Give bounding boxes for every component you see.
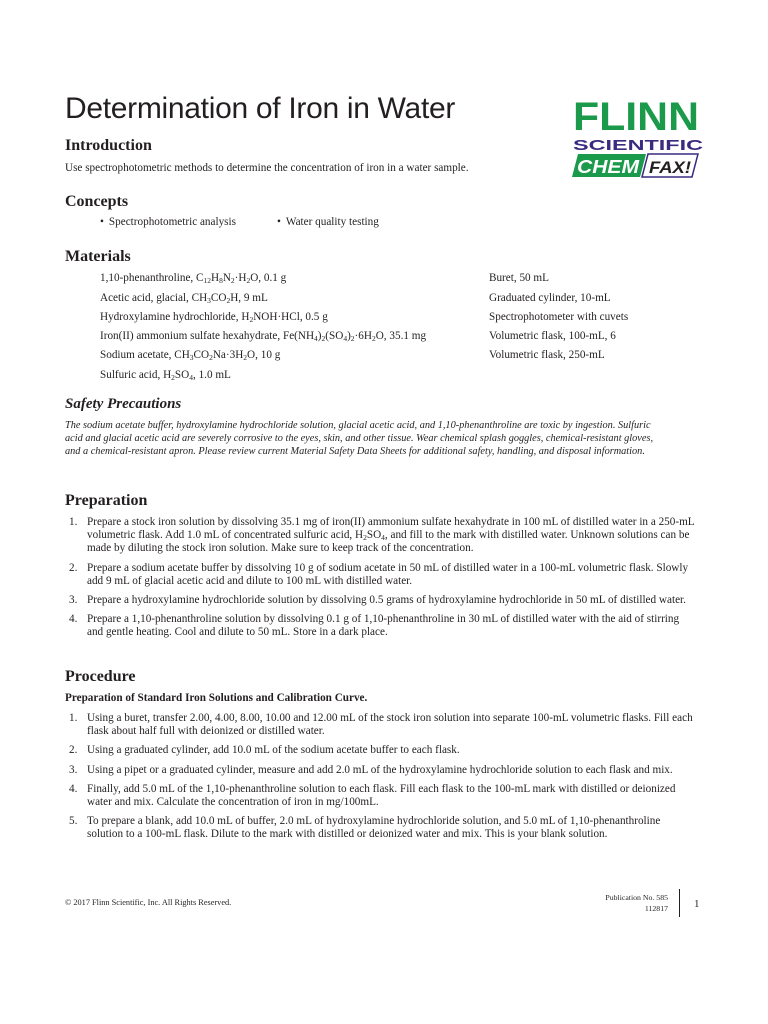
procedure-subheading: Preparation of Standard Iron Solutions and Calibration Curve. <box>65 692 368 704</box>
list-item <box>65 712 697 738</box>
step-text: Using a pipet or a graduated cylinder, measure and add 2.0 mL of the hydroxylamine hydrochloride solution to each flask and mix. <box>87 763 673 776</box>
step-number: 2. <box>69 744 78 757</box>
material-item: Sodium acetate, $CH_3CO_2Na\cdot 3H_2O$, 10 g <box>100 349 281 362</box>
step-text: Using a buret, transfer 2.00, 4.00, 8.00, 10.00 and 12.00 mL of the stock iron solution into separate 100-mL volumetric flasks. Fill each flask about half full with deionized or distilled water. <box>87 712 693 738</box>
logo-chem-text: CHEM <box>577 157 641 177</box>
material-item: Hydroxylamine hydrochloride, $H_2NOH\cdot HCl$, 0.5 g <box>100 311 328 324</box>
step-number: 5. <box>69 815 78 828</box>
list-item <box>65 815 697 841</box>
concept-item-label: Water quality testing <box>285 216 379 228</box>
logo-line1-text: FLINN <box>573 96 699 139</box>
list-item <box>65 764 697 777</box>
concept-item-label: Spectrophotometric analysis <box>108 216 236 228</box>
material-item: Iron(II) ammonium sulfate hexahydrate, $Fe(NH_4)_2(SO_4)_2\cdot 6H_2O$, 35.1 mg <box>100 330 427 343</box>
introduction-heading: Introduction <box>65 137 152 154</box>
page-number: 1 <box>694 898 700 910</box>
list-item <box>65 594 697 607</box>
preparation-heading: Preparation <box>65 492 148 509</box>
step-number: 3. <box>69 594 78 607</box>
page-title: Determination of Iron in Water <box>65 92 456 125</box>
step-text: Finally, add 5.0 mL of the 1,10-phenanthroline solution to each flask. Fill each flask to the 100-mL mark with distilled or deionized water and mix. Calculate the concentration of iron in mg/100mL. <box>87 782 676 809</box>
step-number: 1. <box>69 712 78 724</box>
flinn-logo <box>568 96 704 180</box>
preparation-steps <box>65 516 697 646</box>
list-item <box>65 783 697 809</box>
materials-heading: Materials <box>65 248 131 265</box>
equipment-item: Volumetric flask, 100-mL, 6 <box>489 330 616 342</box>
step-text: Prepare a 1,10-phenanthroline solution by dissolving 0.1 g of 1,10-phenanthroline in 30 mL of distilled water with the aid of stirring and gentle heating. Cool and dilute to 50 mL. Store in a dark place. <box>87 613 680 639</box>
step-text: Prepare a hydroxylamine hydrochloride solution by dissolving 0.5 grams of hydroxylamine hydrochloride in 50 mL of distilled water. <box>87 594 686 607</box>
logo-fax-text: FAX! <box>649 158 692 177</box>
list-item <box>65 613 697 639</box>
list-item <box>65 516 697 556</box>
step-text: Using a graduated cylinder, add 10.0 mL of the sodium acetate buffer to each flask. <box>87 744 460 757</box>
list-item <box>65 744 697 757</box>
step-number: 2. <box>69 561 78 574</box>
step-text: Prepare a stock iron solution by dissolving 35.1 mg of iron(II) ammonium sulfate hexahydrate in 100 mL of distilled water in a 250-mL volumetric flask. Add 1.0 mL of concentrated sulfuric acid, $H_2SO_4$, and fill to the mark with distilled water. Unknown solutions can be made by diluting the stock iron solution. Make sure to keep track of the concentration. <box>87 516 695 555</box>
concept-item: • Water quality testing <box>277 216 379 228</box>
footer-divider <box>679 889 680 917</box>
equipment-item: Buret, 50 mL <box>489 272 549 284</box>
step-text: To prepare a blank, add 10.0 mL of buffer, 2.0 mL of hydroxylamine hydrochloride solution, and 5.0 mL of 1,10-phenanthroline solution to a 100-mL flask. Dilute to the mark with distilled or deionized water and mix. This is your blank solution. <box>87 815 661 841</box>
logo-line2-text: SCIENTIFIC <box>573 137 704 154</box>
material-item: Acetic acid, glacial, $CH_3CO_2H$, 9 mL <box>100 292 268 305</box>
list-item <box>65 562 697 588</box>
publication-number: Publication No. 585 <box>605 893 668 902</box>
step-text: Prepare a sodium acetate buffer by dissolving 10 g of sodium acetate in 50 mL of distilled water in a 100-mL volumetric flask. Slowly add 9 mL of glacial acetic acid and dilute to 100 mL with distilled water. <box>87 561 689 587</box>
copyright-text: © 2017 Flinn Scientific, Inc. All Rights Reserved. <box>65 898 232 907</box>
safety-text: The sodium acetate buffer, hydroxylamine hydrochloride solution, glacial acetic acid, and 1,10-phenanthroline are toxic by ingestion. Sulfuric acid and glacial acetic acid are severely corrosive to the eyes, skin, and other tissue. Wear chemical splash goggles, chemical-resistant gloves, and a chemical-resistant apron. Please review current Material Safety Data Sheets for additional safety, handling, and disposal information. <box>65 420 654 458</box>
safety-heading: Safety Precautions <box>65 396 182 412</box>
equipment-item: Volumetric flask, 250-mL <box>489 349 605 361</box>
step-number: 1. <box>69 516 78 528</box>
equipment-item: Spectrophotometer with cuvets <box>489 311 629 323</box>
step-number: 4. <box>69 782 78 795</box>
concept-item: • Spectrophotometric analysis <box>100 216 236 228</box>
step-number: 4. <box>69 613 78 626</box>
material-item: Sulfuric acid, $H_2SO_4$, 1.0 mL <box>100 369 231 382</box>
introduction-text: Use spectrophotometric methods to determine the concentration of iron in a water sample. <box>65 162 469 174</box>
concepts-heading: Concepts <box>65 193 129 210</box>
material-item: 1,10-phenanthroline, $C_{12}H_8N_2\cdot H_2O$, 0.1 g <box>100 272 287 285</box>
procedure-heading: Procedure <box>65 668 136 685</box>
step-number: 3. <box>69 763 78 776</box>
procedure-steps <box>65 712 697 848</box>
publication-info <box>560 893 668 914</box>
publication-code: 112817 <box>644 903 668 913</box>
equipment-item: Graduated cylinder, 10-mL <box>489 292 611 304</box>
